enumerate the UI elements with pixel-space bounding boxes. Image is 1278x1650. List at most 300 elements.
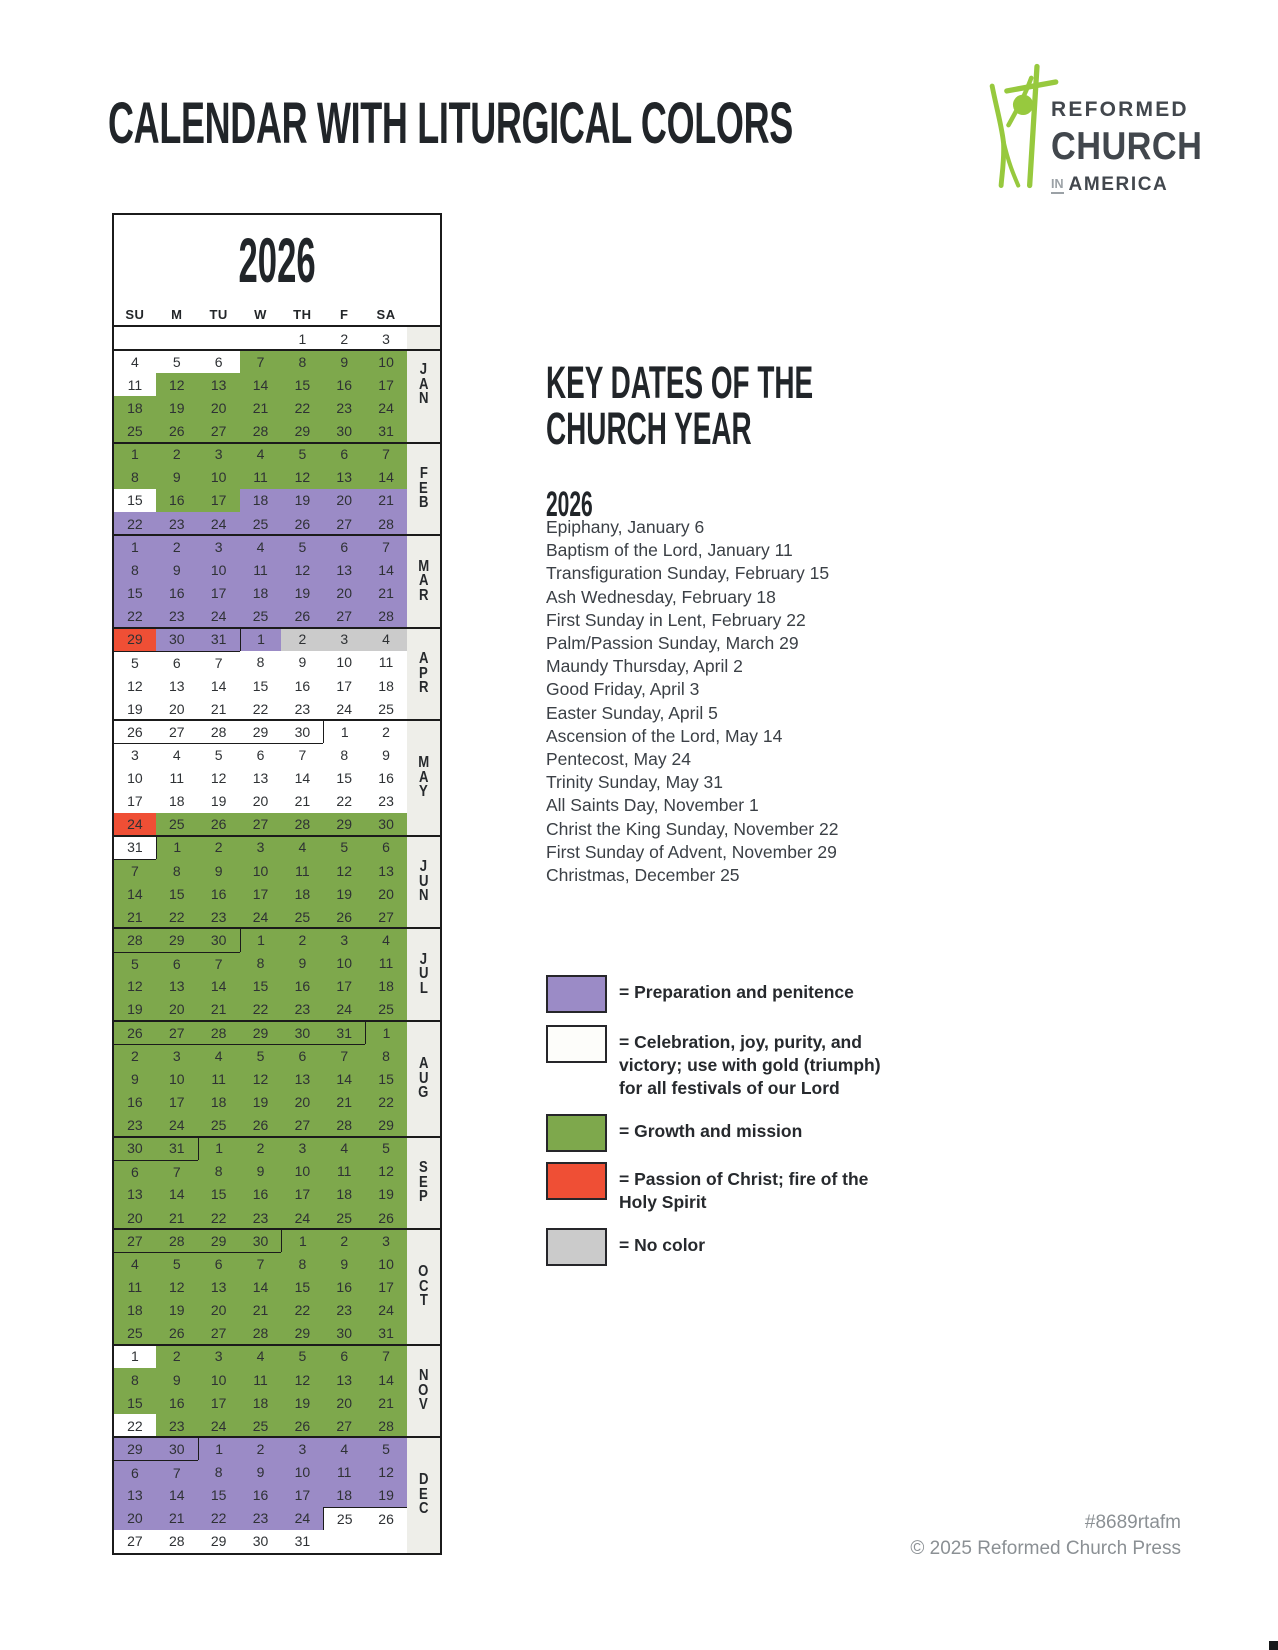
page-title: CALENDAR WITH LITURGICAL COLORS — [108, 91, 793, 156]
day-cell: 9 — [240, 1160, 282, 1183]
day-cell: 22 — [240, 697, 282, 720]
logo-line-reformed: REFORMED — [1051, 98, 1189, 121]
day-cell: 21 — [281, 790, 323, 813]
day-cell: 16 — [323, 1275, 365, 1298]
day-cell: 4 — [323, 1437, 365, 1460]
day-cell: 25 — [365, 998, 407, 1021]
day-cell: 6 — [198, 1252, 240, 1275]
weekday-label: M — [171, 307, 183, 322]
weekday-label: SU — [125, 307, 145, 322]
month-label-jan: J A N — [418, 361, 429, 408]
day-cell: 1 — [198, 1137, 240, 1160]
month-label-mar: M A R — [418, 557, 429, 604]
day-cell: 21 — [365, 489, 407, 512]
day-cell: 1 — [198, 1437, 240, 1460]
day-cell: 14 — [156, 1484, 198, 1507]
day-cell: 29 — [198, 1229, 240, 1252]
day-cell: 3 — [281, 1137, 323, 1160]
day-cell: 28 — [156, 1530, 198, 1553]
key-date-item: Christ the King Sunday, November 22 — [546, 818, 839, 839]
day-cell: 9 — [156, 1368, 198, 1391]
day-cell: 9 — [156, 466, 198, 489]
key-dates-year: 2026 — [546, 485, 593, 524]
day-cell: 15 — [198, 1183, 240, 1206]
day-cell: 11 — [323, 1160, 365, 1183]
day-cell: 27 — [198, 420, 240, 443]
day-cell: 29 — [156, 928, 198, 951]
day-cell: 28 — [281, 813, 323, 836]
day-cell: 24 — [198, 1414, 240, 1437]
day-cell: 7 — [240, 1252, 282, 1275]
day-cell: 7 — [365, 443, 407, 466]
day-cell: 5 — [365, 1437, 407, 1460]
logo-in-word: IN — [1051, 178, 1064, 194]
day-cell: 15 — [114, 581, 156, 604]
day-cell: 5 — [323, 836, 365, 859]
day-cell: 20 — [156, 998, 198, 1021]
month-separator — [114, 1020, 440, 1022]
day-cell: 20 — [240, 790, 282, 813]
day-cell: 2 — [156, 443, 198, 466]
day-cell: 17 — [281, 1484, 323, 1507]
day-cell: 29 — [281, 420, 323, 443]
day-cell: 25 — [323, 1507, 365, 1530]
day-cell: 1 — [281, 1229, 323, 1252]
day-cell: 15 — [198, 1484, 240, 1507]
month-label-may: M A Y — [418, 754, 429, 801]
day-cell: 13 — [198, 1275, 240, 1298]
day-cell: 27 — [114, 1229, 156, 1252]
day-cell: 11 — [114, 1275, 156, 1298]
day-cell: 6 — [323, 535, 365, 558]
day-cell: 3 — [365, 1229, 407, 1252]
day-cell: 3 — [240, 836, 282, 859]
day-cell: 9 — [281, 952, 323, 975]
day-cell: 7 — [198, 651, 240, 674]
day-cell: 25 — [365, 697, 407, 720]
day-cell: 16 — [156, 581, 198, 604]
day-cell: 23 — [114, 1113, 156, 1136]
day-cell: 10 — [365, 350, 407, 373]
day-cell: 29 — [114, 628, 156, 651]
day-cell: 30 — [281, 1021, 323, 1044]
key-date-item: Maundy Thursday, April 2 — [546, 656, 743, 677]
day-cell: 10 — [240, 859, 282, 882]
weekday-label: SA — [376, 307, 396, 322]
day-cell: 13 — [240, 767, 282, 790]
day-cell: 23 — [156, 512, 198, 535]
day-cell: 2 — [323, 327, 365, 350]
day-cell: 10 — [323, 651, 365, 674]
day-cell: 3 — [198, 535, 240, 558]
day-cell: 20 — [114, 1206, 156, 1229]
day-cell: 25 — [156, 813, 198, 836]
day-cell: 5 — [281, 443, 323, 466]
day-cell: 25 — [240, 512, 282, 535]
logo-head — [1013, 95, 1033, 115]
day-cell: 20 — [198, 396, 240, 419]
day-cell: 2 — [198, 836, 240, 859]
day-cell: 19 — [114, 998, 156, 1021]
day-cell: 4 — [365, 628, 407, 651]
day-cell: 6 — [365, 836, 407, 859]
day-cell: 18 — [114, 396, 156, 419]
weekday-label: TH — [293, 307, 312, 322]
rca-logo-icon — [953, 46, 1059, 206]
month-label-apr: A P R — [418, 650, 429, 697]
calendar-grid — [114, 325, 440, 1553]
day-cell: 26 — [365, 1206, 407, 1229]
day-cell: 24 — [323, 697, 365, 720]
day-cell: 8 — [240, 952, 282, 975]
day-cell: 6 — [323, 443, 365, 466]
day-cell: 20 — [114, 1507, 156, 1530]
day-cell: 6 — [114, 1460, 156, 1483]
day-cell: 30 — [114, 1137, 156, 1160]
day-cell: 3 — [281, 1437, 323, 1460]
day-cell: 11 — [240, 558, 282, 581]
day-cell: 23 — [240, 1507, 282, 1530]
day-cell: 4 — [323, 1137, 365, 1160]
day-cell: 13 — [281, 1067, 323, 1090]
day-cell: 29 — [240, 1021, 282, 1044]
day-cell: 30 — [323, 420, 365, 443]
key-date-item: Easter Sunday, April 5 — [546, 702, 718, 723]
day-cell: 2 — [323, 1229, 365, 1252]
day-cell: 6 — [156, 952, 198, 975]
day-cell: 11 — [240, 1368, 282, 1391]
day-cell: 28 — [198, 1021, 240, 1044]
day-cell: 2 — [365, 720, 407, 743]
day-cell: 31 — [156, 1137, 198, 1160]
day-cell: 3 — [323, 928, 365, 951]
legend-label: = Growth and mission — [619, 1121, 803, 1141]
day-cell: 7 — [156, 1460, 198, 1483]
day-cell: 1 — [281, 327, 323, 350]
day-cell: 29 — [114, 1437, 156, 1460]
day-cell: 5 — [156, 350, 198, 373]
day-cell: 12 — [365, 1460, 407, 1483]
day-cell: 11 — [156, 767, 198, 790]
day-cell: 14 — [114, 882, 156, 905]
day-cell: 26 — [240, 1113, 282, 1136]
day-cell: 17 — [198, 489, 240, 512]
day-cell: 16 — [198, 882, 240, 905]
day-cell: 16 — [281, 975, 323, 998]
day-cell: 15 — [240, 674, 282, 697]
key-date-item: Baptism of the Lord, January 11 — [546, 540, 793, 561]
day-cell: 20 — [156, 697, 198, 720]
day-cell: 30 — [240, 1229, 282, 1252]
day-cell: 30 — [281, 720, 323, 743]
day-cell: 21 — [240, 396, 282, 419]
day-cell: 25 — [198, 1113, 240, 1136]
day-cell: 22 — [156, 905, 198, 928]
day-cell: 15 — [114, 1391, 156, 1414]
day-cell: 17 — [365, 1275, 407, 1298]
day-cell: 22 — [198, 1206, 240, 1229]
day-cell: 22 — [114, 1414, 156, 1437]
day-cell: 9 — [323, 1252, 365, 1275]
key-date-item: Pentecost, May 24 — [546, 749, 691, 770]
day-cell: 15 — [240, 975, 282, 998]
day-cell: 28 — [323, 1113, 365, 1136]
day-cell: 18 — [240, 1391, 282, 1414]
month-separator — [114, 835, 440, 837]
month-label-sep: S E P — [419, 1159, 428, 1206]
day-cell: 16 — [114, 1090, 156, 1113]
day-cell: 23 — [156, 605, 198, 628]
day-cell: 2 — [281, 928, 323, 951]
day-cell: 24 — [156, 1113, 198, 1136]
day-cell: 8 — [114, 466, 156, 489]
day-cell: 3 — [198, 1345, 240, 1368]
day-cell: 24 — [198, 512, 240, 535]
day-cell: 11 — [365, 651, 407, 674]
legend-label: = Preparation and penitence — [619, 982, 854, 1002]
day-cell: 5 — [198, 743, 240, 766]
day-cell: 6 — [240, 743, 282, 766]
day-cell: 10 — [198, 558, 240, 581]
day-cell: 11 — [281, 859, 323, 882]
day-cell: 7 — [365, 1345, 407, 1368]
legend-item — [546, 1114, 802, 1152]
day-cell: 21 — [198, 697, 240, 720]
day-cell: 17 — [198, 1391, 240, 1414]
day-cell: 9 — [156, 558, 198, 581]
footer — [910, 1510, 1181, 1562]
day-cell: 12 — [114, 975, 156, 998]
day-cell: 18 — [114, 1299, 156, 1322]
day-cell: 6 — [281, 1044, 323, 1067]
day-cell: 31 — [365, 1322, 407, 1345]
day-cell: 13 — [114, 1484, 156, 1507]
day-cell: 14 — [281, 767, 323, 790]
day-cell: 6 — [323, 1345, 365, 1368]
day-cell: 29 — [198, 1530, 240, 1553]
day-cell: 18 — [281, 882, 323, 905]
day-cell: 3 — [198, 443, 240, 466]
day-cell: 21 — [365, 1391, 407, 1414]
day-cell: 3 — [365, 327, 407, 350]
day-cell: 12 — [365, 1160, 407, 1183]
day-cell: 18 — [240, 489, 282, 512]
day-cell: 19 — [198, 790, 240, 813]
month-label-jun: J U N — [418, 858, 429, 905]
day-cell: 27 — [323, 512, 365, 535]
legend-swatch — [546, 1228, 607, 1266]
day-cell: 25 — [114, 420, 156, 443]
day-cell: 21 — [198, 998, 240, 1021]
month-separator — [114, 1228, 440, 1230]
day-cell: 27 — [156, 720, 198, 743]
day-cell: 31 — [365, 420, 407, 443]
day-cell: 8 — [323, 743, 365, 766]
day-cell: 2 — [240, 1137, 282, 1160]
day-cell: 21 — [240, 1299, 282, 1322]
day-cell: 11 — [323, 1460, 365, 1483]
day-cell: 4 — [365, 928, 407, 951]
calendar-year: 2026 — [238, 226, 316, 296]
day-cell: 9 — [323, 350, 365, 373]
day-cell: 4 — [114, 1252, 156, 1275]
day-cell: 18 — [365, 674, 407, 697]
day-cell: 19 — [365, 1183, 407, 1206]
key-date-item: Epiphany, January 6 — [546, 517, 705, 537]
day-cell: 22 — [281, 1299, 323, 1322]
day-cell — [114, 327, 156, 350]
month-separator — [114, 1136, 440, 1138]
day-cell: 13 — [114, 1183, 156, 1206]
day-cell: 4 — [240, 1345, 282, 1368]
day-cell: 15 — [365, 1067, 407, 1090]
day-cell: 13 — [198, 373, 240, 396]
day-cell: 11 — [198, 1067, 240, 1090]
day-cell: 1 — [114, 443, 156, 466]
footer-copyright: © 2025 Reformed Church Press — [910, 1538, 1181, 1559]
day-cell: 19 — [114, 697, 156, 720]
day-cell: 1 — [156, 836, 198, 859]
day-cell — [240, 327, 282, 350]
day-cell: 3 — [323, 628, 365, 651]
day-cell: 29 — [323, 813, 365, 836]
legend-item — [546, 1228, 705, 1266]
day-cell: 4 — [198, 1044, 240, 1067]
day-cell: 24 — [114, 813, 156, 836]
day-cell: 28 — [365, 605, 407, 628]
day-cell: 18 — [323, 1484, 365, 1507]
day-cell: 23 — [240, 1206, 282, 1229]
month-label-jul: J U L — [418, 950, 429, 997]
day-cell: 19 — [281, 581, 323, 604]
day-cell: 21 — [156, 1206, 198, 1229]
day-cell: 13 — [323, 1368, 365, 1391]
day-cell: 5 — [281, 1345, 323, 1368]
day-cell: 31 — [323, 1021, 365, 1044]
logo-america-word: AMERICA — [1068, 174, 1169, 195]
day-cell: 10 — [198, 466, 240, 489]
day-cell: 7 — [114, 859, 156, 882]
day-cell: 12 — [281, 466, 323, 489]
day-cell: 28 — [198, 720, 240, 743]
key-date-item: Transfiguration Sunday, February 15 — [546, 563, 830, 584]
day-cell: 8 — [114, 558, 156, 581]
day-cell: 11 — [114, 373, 156, 396]
day-cell: 8 — [365, 1044, 407, 1067]
day-cell — [365, 1530, 407, 1553]
day-cell: 27 — [156, 1021, 198, 1044]
day-cell: 14 — [365, 558, 407, 581]
day-cell: 19 — [281, 1391, 323, 1414]
key-date-item: First Sunday of Advent, November 29 — [546, 841, 837, 862]
month-label-aug: A U G — [418, 1055, 429, 1102]
day-cell: 30 — [240, 1530, 282, 1553]
day-cell: 5 — [240, 1044, 282, 1067]
day-cell: 26 — [281, 605, 323, 628]
day-cell: 5 — [114, 651, 156, 674]
key-date-item: Ash Wednesday, February 18 — [546, 586, 776, 607]
day-cell: 17 — [198, 581, 240, 604]
month-separator — [114, 1436, 440, 1438]
key-date-item: All Saints Day, November 1 — [546, 795, 759, 816]
day-cell: 14 — [365, 1368, 407, 1391]
footer-item-code: #8689rtafm — [1084, 1512, 1181, 1533]
key-dates-list — [546, 516, 838, 887]
legend-swatch — [546, 1162, 607, 1200]
day-cell: 7 — [323, 1044, 365, 1067]
day-cell: 27 — [323, 605, 365, 628]
day-cell: 25 — [240, 1414, 282, 1437]
day-cell: 14 — [240, 1275, 282, 1298]
month-separator — [114, 534, 440, 536]
day-cell: 8 — [240, 651, 282, 674]
month-separator — [114, 442, 440, 444]
calendar-header — [114, 215, 440, 325]
day-cell: 20 — [323, 1391, 365, 1414]
legend-item — [546, 1025, 881, 1100]
day-cell: 19 — [156, 1299, 198, 1322]
month-label-oct: O C T — [418, 1263, 429, 1310]
day-cell: 4 — [240, 443, 282, 466]
day-cell: 8 — [156, 859, 198, 882]
day-cell: 9 — [281, 651, 323, 674]
day-cell: 13 — [156, 975, 198, 998]
day-cell: 31 — [198, 628, 240, 651]
day-cell: 20 — [323, 581, 365, 604]
day-cell: 21 — [156, 1507, 198, 1530]
day-cell: 10 — [281, 1160, 323, 1183]
key-date-item: Christmas, December 25 — [546, 865, 740, 886]
day-cell: 12 — [114, 674, 156, 697]
day-cell: 15 — [281, 373, 323, 396]
day-cell: 8 — [114, 1368, 156, 1391]
day-cell: 26 — [365, 1507, 407, 1530]
day-cell: 27 — [365, 905, 407, 928]
day-cell: 22 — [198, 1507, 240, 1530]
day-cell: 12 — [198, 767, 240, 790]
day-cell: 24 — [198, 605, 240, 628]
day-cell: 10 — [114, 767, 156, 790]
day-cell: 12 — [281, 1368, 323, 1391]
day-cell: 2 — [114, 1044, 156, 1067]
day-cell: 4 — [281, 836, 323, 859]
day-cell: 27 — [240, 813, 282, 836]
day-cell — [198, 327, 240, 350]
day-cell: 13 — [365, 859, 407, 882]
month-separator — [114, 349, 440, 351]
day-cell: 10 — [323, 952, 365, 975]
day-cell: 17 — [114, 790, 156, 813]
day-cell: 27 — [281, 1113, 323, 1136]
day-cell: 15 — [114, 489, 156, 512]
day-cell: 14 — [156, 1183, 198, 1206]
day-cell: 24 — [281, 1206, 323, 1229]
day-cell: 18 — [156, 790, 198, 813]
day-cell: 26 — [114, 1021, 156, 1044]
day-cell: 30 — [156, 1437, 198, 1460]
month-separator — [114, 1344, 440, 1346]
logo-line-in-america — [1051, 175, 1223, 194]
rca-logo-text — [1051, 99, 1223, 194]
day-cell: 24 — [240, 905, 282, 928]
day-cell: 15 — [323, 767, 365, 790]
day-cell: 26 — [281, 512, 323, 535]
day-cell: 22 — [114, 512, 156, 535]
weekday-label: F — [339, 307, 349, 322]
day-cell: 9 — [114, 1067, 156, 1090]
day-cell: 23 — [156, 1414, 198, 1437]
day-cell: 1 — [365, 1021, 407, 1044]
